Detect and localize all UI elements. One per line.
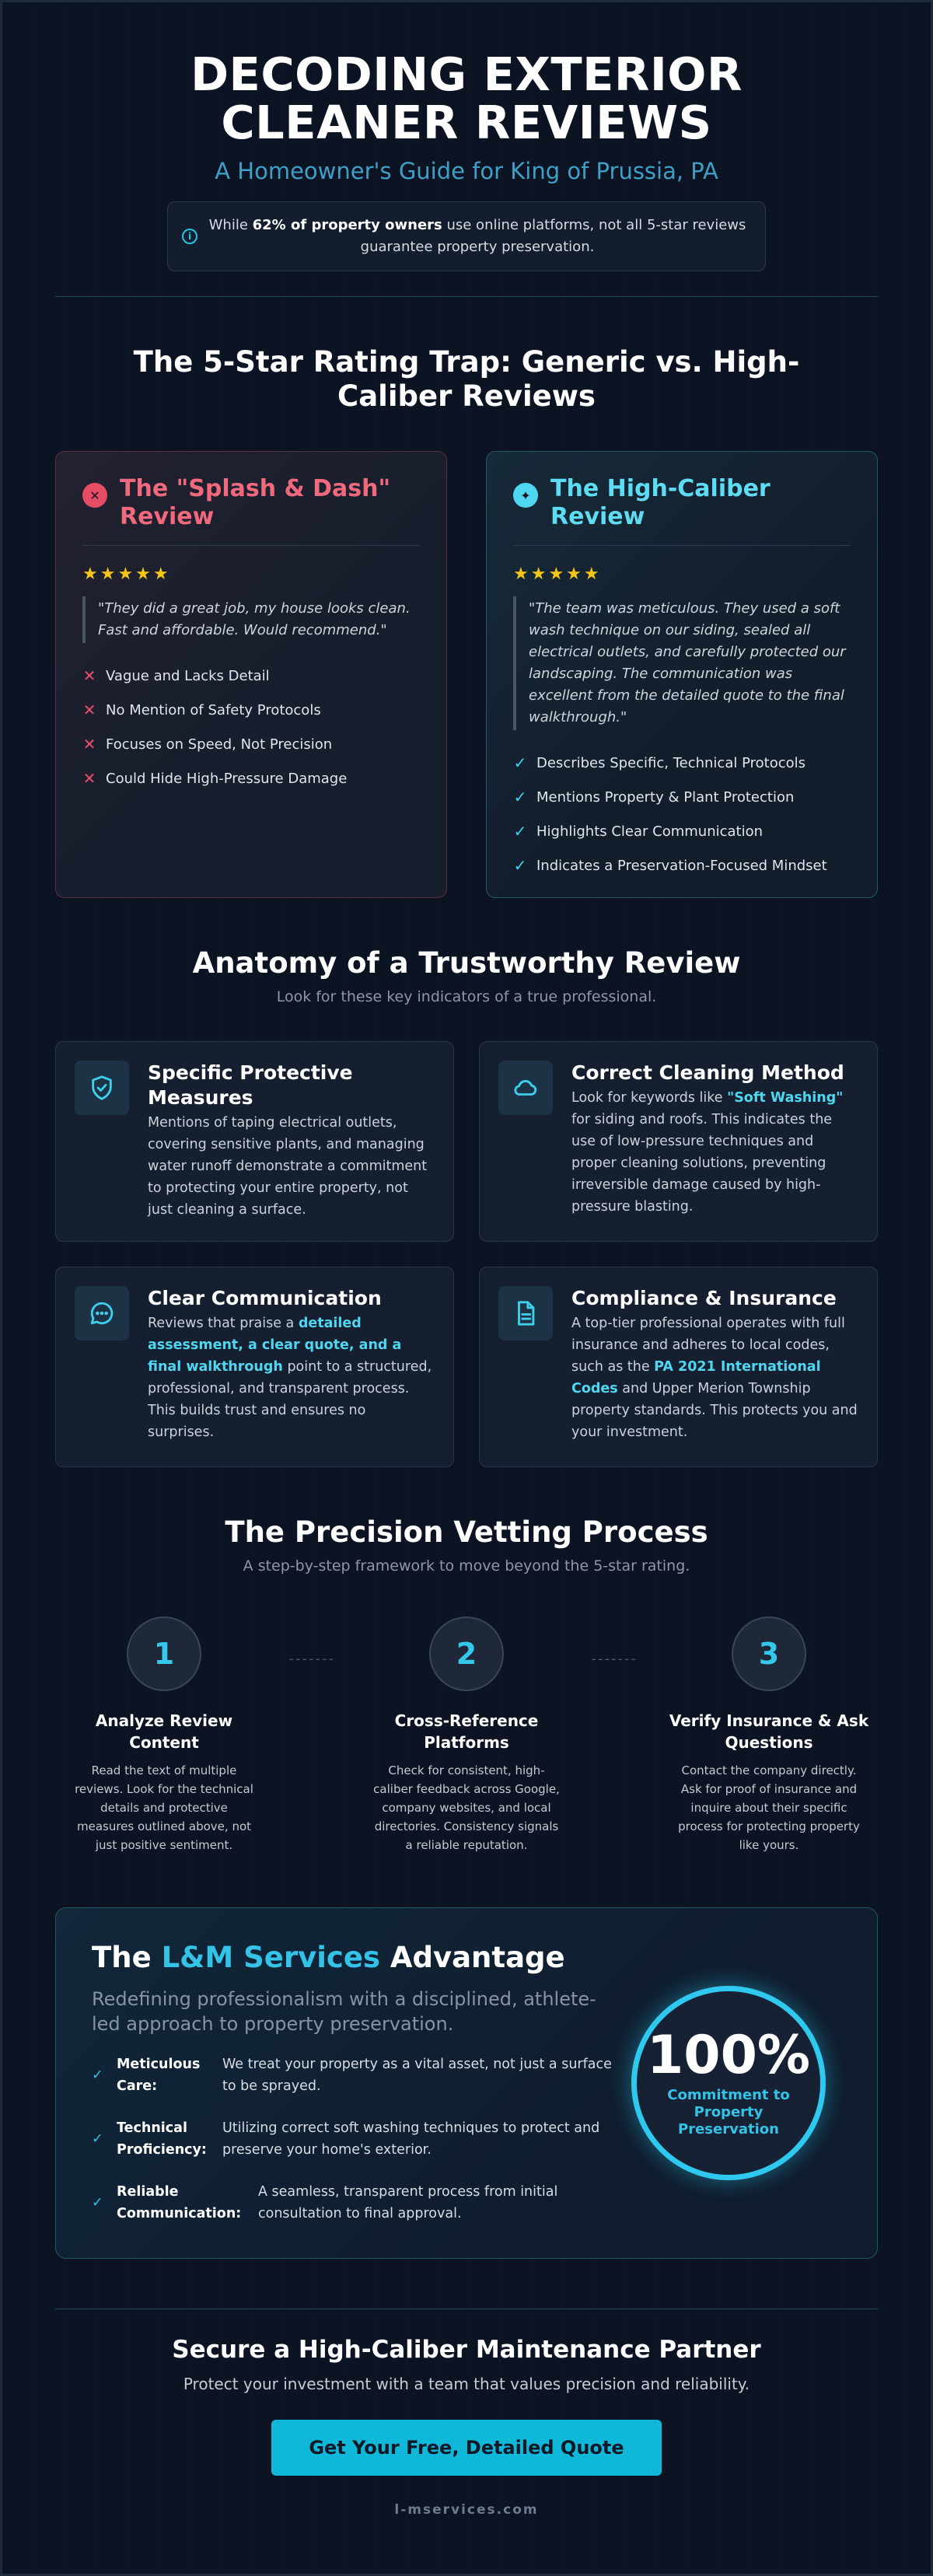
step-number: 3 bbox=[732, 1617, 806, 1691]
review-comparison bbox=[55, 451, 878, 898]
list-item: ✓ Indicates a Preservation-Focused Mindset bbox=[513, 856, 827, 875]
indicator-card bbox=[55, 1041, 454, 1242]
list-item: ✕ Vague and Lacks Detail bbox=[82, 666, 270, 685]
vetting-step bbox=[365, 1617, 638, 1854]
indicator-title: Correct Cleaning Method bbox=[571, 1061, 844, 1084]
step-number: 2 bbox=[429, 1617, 504, 1691]
stat-note bbox=[167, 201, 766, 271]
indicator-title: Compliance & Insurance bbox=[571, 1287, 837, 1309]
caliber-review-title: The High-Caliber Review bbox=[550, 475, 771, 530]
step-title: Analyze Review Content bbox=[95, 1711, 233, 1752]
generic-review-title: The "Splash & Dash" Review bbox=[120, 475, 391, 530]
check-icon: ✓ bbox=[92, 2067, 103, 2083]
list-item: ✕ No Mention of Safety Protocols bbox=[82, 701, 321, 719]
indicator-text: Mentions of taping electrical outlets, covering sensitive plants, and managing water runoff demonstrate a commitment to protecting your entire property, not just cleaning a surface. bbox=[148, 1115, 428, 1218]
indicator-text: Look for keywords like "Soft Washing" for siding and roofs. This indicates the use of low-pressure techniques and proper cleaning solutions, preventing irreversible damage caused by high-pressure blasting. bbox=[571, 1090, 844, 1215]
commitment-caption: Commitment to Property Preservation bbox=[667, 2087, 790, 2137]
vetting-steps bbox=[55, 1617, 878, 1854]
caliber-review-points bbox=[513, 746, 851, 883]
chat-bubble-icon bbox=[75, 1286, 129, 1340]
step-text: Read the text of multiple reviews. Look for the technical details and protective measures outlined above, not just positive sentiment. bbox=[75, 1763, 253, 1852]
step-connector: ------- bbox=[591, 1651, 638, 1667]
cta-title: Secure a High-Caliber Maintenance Partner bbox=[172, 2336, 761, 2364]
advantage-lead: Redefining professionalism with a disciplined, athlete-led approach to property preservation. bbox=[92, 1988, 596, 2035]
step-title: Cross-Reference Platforms bbox=[394, 1711, 539, 1752]
stat-highlight: 62% of property owners bbox=[252, 217, 442, 233]
indicator-text: Reviews that praise a detailed assessment, a clear quote, and a final walkthrough point to a structured, professional, and transparent process. This builds trust and ensures no surprises. bbox=[148, 1316, 432, 1440]
indicator-text: A top-tier professional operates with full insurance and adheres to local codes, such as the PA 2021 International Codes and Upper Merion Township property standards. This protects you and your investment. bbox=[571, 1316, 858, 1440]
generic-review-quote: "They did a great job, my house looks clean. Fast and affordable. Would recommend." bbox=[82, 596, 420, 643]
section-title-anatomy: Anatomy of a Trustworthy Review bbox=[192, 946, 741, 980]
list-item: ✓ Meticulous Care: We treat your property as a vital asset, not just a surface to be sprayed. bbox=[92, 2053, 616, 2097]
advantage-title: The L&M Services Advantage bbox=[92, 1941, 565, 1974]
step-connector: ------- bbox=[288, 1651, 335, 1667]
x-icon: ✕ bbox=[82, 701, 96, 719]
list-item: ✕ Focuses on Speed, Not Precision bbox=[82, 735, 333, 753]
commitment-ring bbox=[631, 1986, 826, 2180]
step-title: Verify Insurance & Ask Questions bbox=[669, 1711, 869, 1752]
get-quote-button[interactable]: Get Your Free, Detailed Quote bbox=[271, 2420, 662, 2476]
list-item: ✓ Technical Proficiency: Utilizing correct soft washing techniques to protect and preserve your home's exterior. bbox=[92, 2117, 616, 2161]
star-rating: ★★★★★ bbox=[82, 564, 171, 584]
indicator-title: Clear Communication bbox=[148, 1287, 382, 1309]
section-subtitle-vetting: A step-by-step framework to move beyond the 5-star rating. bbox=[243, 1557, 690, 1575]
list-item: ✓ Describes Specific, Technical Protocols bbox=[513, 753, 805, 772]
star-rating: ★★★★★ bbox=[513, 564, 602, 584]
x-icon: ✕ bbox=[82, 735, 96, 753]
step-text: Contact the company directly. Ask for proof of insurance and inquire about their specific process for protecting property like yours. bbox=[678, 1763, 860, 1852]
check-icon: ✓ bbox=[513, 788, 527, 806]
cta-subtitle: Protect your investment with a team that values precision and reliability. bbox=[183, 2375, 750, 2393]
cloud-icon bbox=[498, 1061, 553, 1115]
divider bbox=[55, 296, 878, 297]
rating-trap-section bbox=[55, 345, 878, 898]
indicator-title: Specific Protective Measures bbox=[148, 1061, 353, 1109]
page-subtitle: A Homeowner's Guide for King of Prussia, PA bbox=[215, 158, 718, 184]
x-icon: ✕ bbox=[82, 666, 96, 685]
section-title-trap: The 5-Star Rating Trap: Generic vs. High-Caliber Reviews bbox=[133, 345, 800, 413]
vetting-step bbox=[63, 1617, 335, 1854]
generic-review-points bbox=[82, 659, 420, 795]
indicator-card bbox=[479, 1267, 878, 1467]
indicator-grid bbox=[55, 1041, 878, 1467]
advantage-list bbox=[92, 2053, 616, 2225]
generic-review-card bbox=[55, 451, 447, 898]
hero-section bbox=[55, 2, 878, 271]
step-number: 1 bbox=[127, 1617, 201, 1691]
vetting-section bbox=[55, 1515, 878, 1854]
section-title-vetting: The Precision Vetting Process bbox=[225, 1515, 708, 1549]
shield-check-icon bbox=[75, 1061, 129, 1115]
info-icon: i bbox=[182, 229, 197, 244]
award-icon: ✦ bbox=[513, 483, 538, 508]
commitment-value: 100% bbox=[646, 2025, 811, 2086]
vetting-step bbox=[668, 1617, 870, 1854]
step-text: Check for consistent, high-caliber feedback across Google, company websites, and local directories. Consistency signals a reliable reputation. bbox=[373, 1763, 560, 1852]
stat-note-text: While 62% of property owners use online platforms, not all 5-star reviews guarantee property preservation. bbox=[208, 217, 746, 255]
anatomy-section bbox=[55, 946, 878, 1467]
section-subtitle-anatomy: Look for these key indicators of a true professional. bbox=[276, 988, 657, 1005]
document-icon bbox=[498, 1286, 553, 1340]
brand-name: L&M Services bbox=[161, 1941, 380, 1974]
indicator-card bbox=[479, 1041, 878, 1242]
check-icon: ✓ bbox=[513, 822, 527, 841]
check-icon: ✓ bbox=[92, 2131, 103, 2147]
page-title: DECODING EXTERIOR CLEANER REVIEWS bbox=[190, 47, 743, 149]
caliber-review-quote: "The team was meticulous. They used a soft wash technique on our siding, sealed all electrical outlets, and carefully protected our landscaping. The communication was excellent from the detailed quote to the final walkthrough." bbox=[513, 596, 851, 730]
list-item: ✓ Highlights Clear Communication bbox=[513, 822, 764, 841]
indicator-card bbox=[55, 1267, 454, 1467]
cta-section bbox=[55, 2309, 878, 2518]
list-item: ✓ Reliable Communication: A seamless, transparent process from initial consultation to final approval. bbox=[92, 2181, 616, 2225]
site-domain: l-mservices.com bbox=[394, 2502, 539, 2518]
caliber-review-card bbox=[486, 451, 878, 898]
x-circle-icon: ✕ bbox=[82, 483, 107, 508]
list-item: ✓ Mentions Property & Plant Protection bbox=[513, 788, 795, 806]
advantage-panel bbox=[55, 1907, 878, 2259]
list-item: ✕ Could Hide High-Pressure Damage bbox=[82, 769, 348, 788]
check-icon: ✓ bbox=[513, 856, 527, 875]
x-icon: ✕ bbox=[82, 769, 96, 788]
check-icon: ✓ bbox=[92, 2195, 103, 2211]
check-icon: ✓ bbox=[513, 753, 527, 772]
